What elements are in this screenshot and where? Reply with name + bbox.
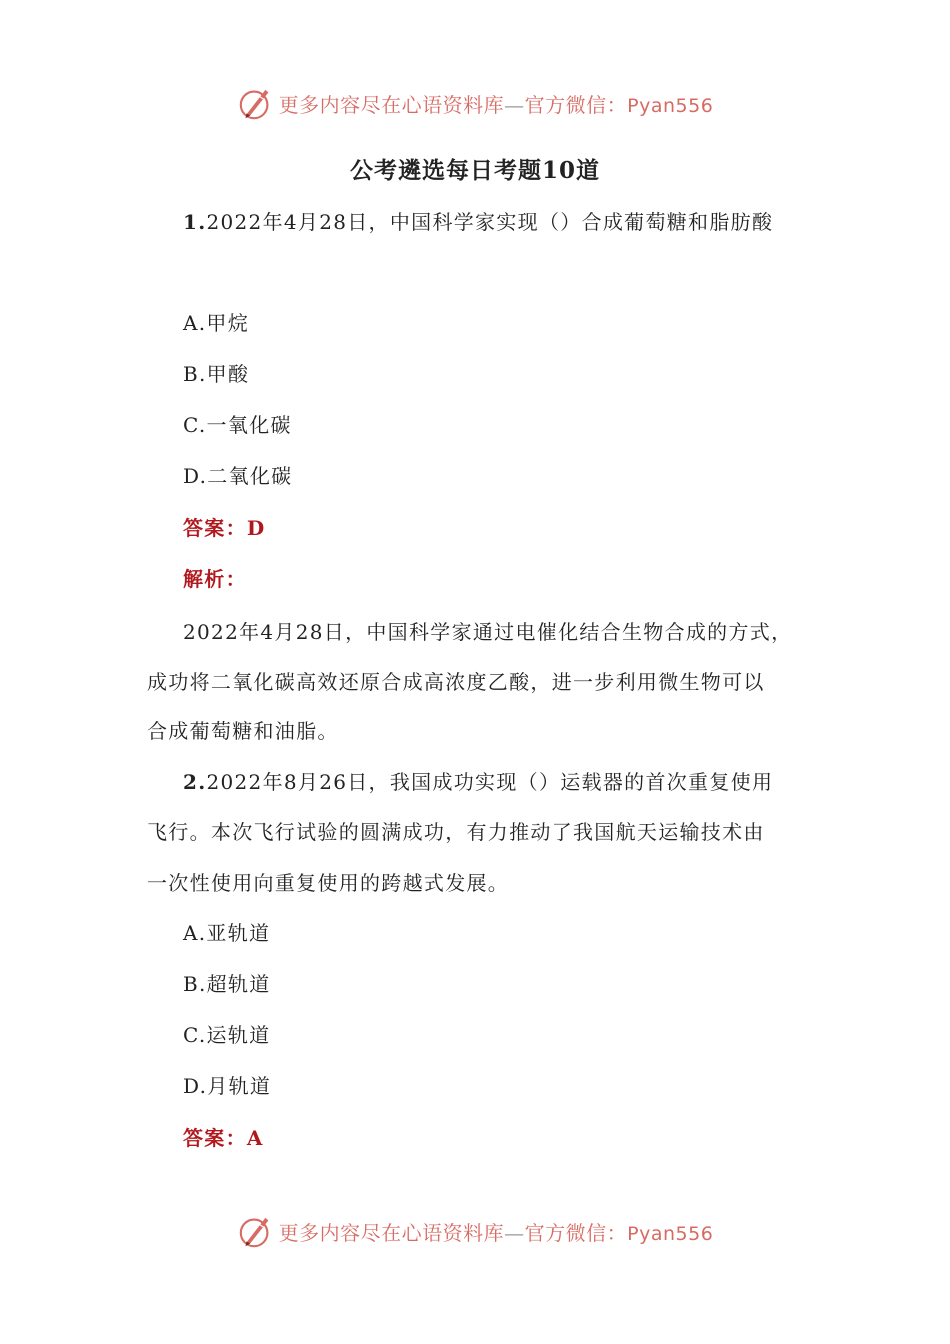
- question-2-stem-line-1: 2022年8月26日，我国成功实现（）运载器的首次重复使用: [206, 770, 774, 794]
- question-1-option-d: D.二氧化碳: [183, 464, 293, 488]
- question-1-option-c: C.一氧化碳: [183, 413, 292, 437]
- question-2-stem-line-2: 飞行。本次飞行试验的圆满成功，有力推动了我国航天运输技术由: [147, 820, 765, 844]
- question-1-option-a: A.甲烷: [183, 311, 250, 335]
- question-1-stem-line-1: 2022年4月28日，中国科学家实现（）合成葡萄糖和脂肪酸: [206, 210, 774, 234]
- question-1-option-b: B.甲酸: [183, 362, 250, 386]
- quill-pen-logo-icon: [237, 1212, 275, 1250]
- question-1-analysis-line-3: 合成葡萄糖和油脂。: [147, 719, 339, 743]
- page-title: 公考遴选每日考题10道: [349, 157, 600, 184]
- question-1-analysis-label: 解析：: [183, 567, 247, 591]
- question-1-answer: 答案：D: [183, 516, 266, 540]
- question-2-option-d: D.月轨道: [183, 1074, 272, 1098]
- question-2-stem-line-3: 一次性使用向重复使用的跨越式发展。: [147, 871, 510, 895]
- banner-separator: —: [504, 92, 525, 117]
- banner-brand: 更多内容尽在心语资料库: [278, 1220, 505, 1245]
- question-1-number: 1.: [183, 210, 207, 234]
- question-1-analysis-line-2: 成功将二氧化碳高效还原合成高浓度乙酸，进一步利用微生物可以: [147, 670, 765, 694]
- banner-contact-label: 官方微信：: [524, 92, 628, 117]
- question-2-option-b: B.超轨道: [183, 972, 271, 996]
- banner-brand: 更多内容尽在心语资料库: [278, 92, 505, 117]
- header-banner: [0, 78, 950, 128]
- banner-text: [279, 89, 714, 118]
- question-2-option-a: A.亚轨道: [183, 921, 271, 945]
- question-2-answer: 答案：A: [183, 1126, 264, 1150]
- banner-contact-id: Pyan556: [627, 1222, 714, 1245]
- question-2-number: 2.: [183, 770, 207, 794]
- quill-pen-logo-icon: [237, 84, 275, 122]
- banner-separator: —: [504, 1220, 525, 1245]
- banner-contact-id: Pyan556: [627, 94, 714, 117]
- question-2-stem: [183, 768, 773, 796]
- banner-contact-label: 官方微信：: [524, 1220, 628, 1245]
- footer-banner: [0, 1206, 950, 1256]
- banner-text: [279, 1217, 714, 1246]
- question-1-stem: [183, 208, 773, 236]
- question-1-analysis-line-1: 2022年4月28日，中国科学家通过电催化结合生物合成的方式，: [183, 620, 793, 644]
- question-2-option-c: C.运轨道: [183, 1023, 271, 1047]
